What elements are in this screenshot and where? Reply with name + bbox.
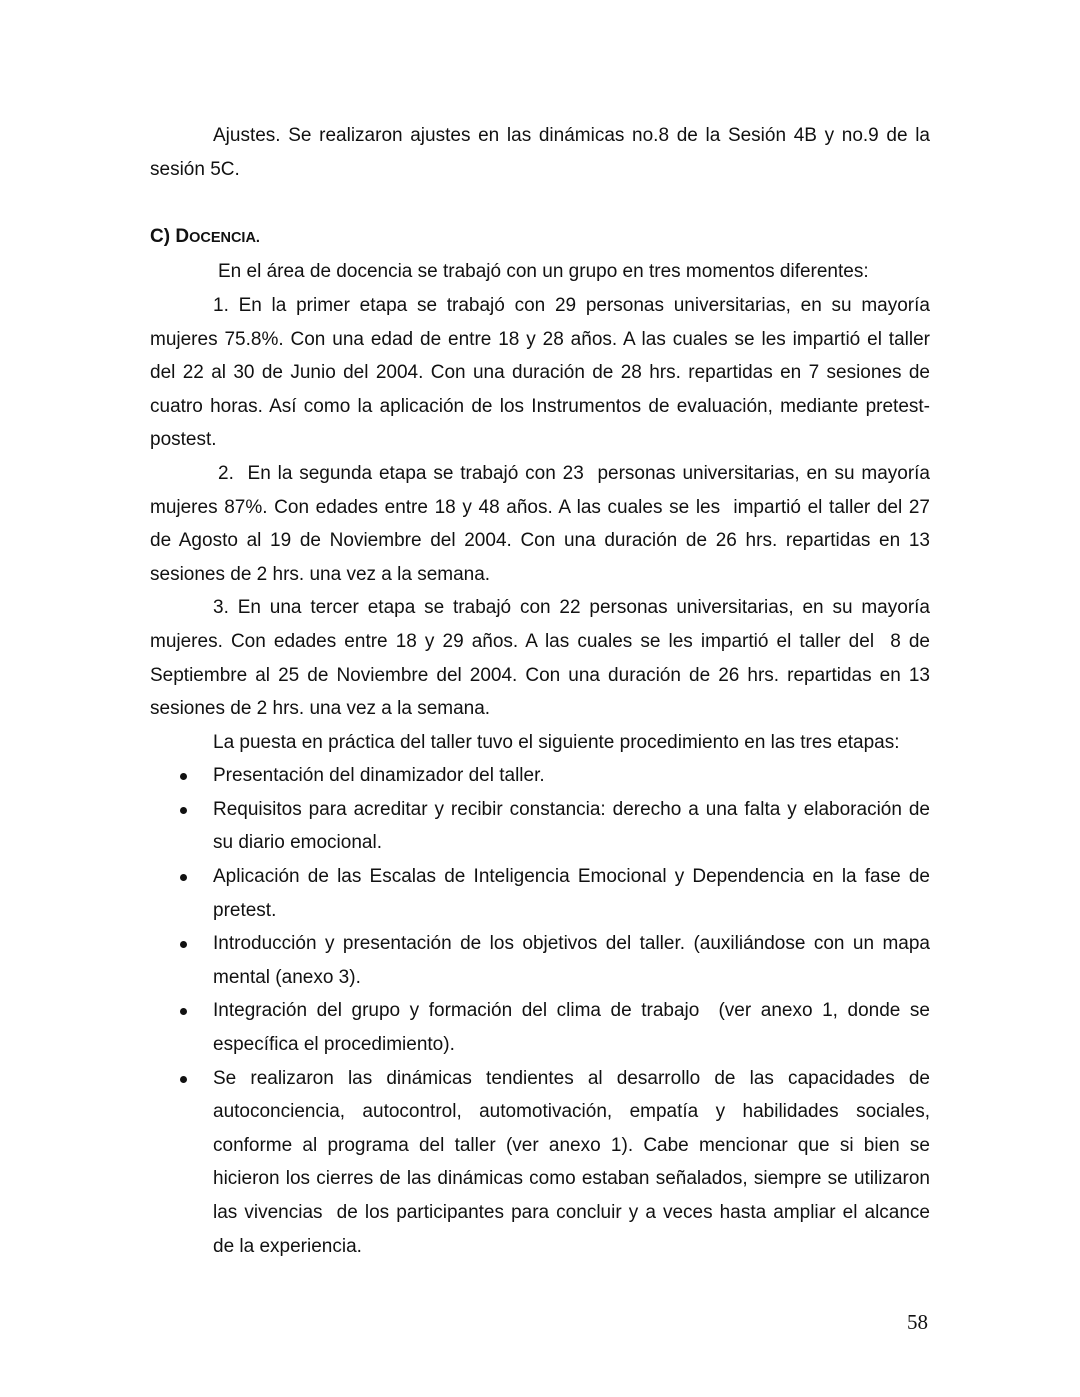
section-heading-smallcaps: OCENCIA. xyxy=(189,229,260,246)
procedure-list xyxy=(150,759,936,1263)
procedure-intro: La puesta en práctica del taller tuvo el siguiente procedimiento en las tres etapas: xyxy=(213,731,900,753)
list-item xyxy=(150,1062,936,1264)
list-item xyxy=(150,759,930,793)
bullet-icon xyxy=(180,773,187,780)
list-item-text: Aplicación de las Escalas de Inteligencia Emocional y Dependencia en la fase de pretest. xyxy=(213,866,930,921)
list-item xyxy=(150,994,936,1061)
spacer xyxy=(150,186,930,220)
bullet-icon xyxy=(180,874,187,881)
list-item-text: Presentación del dinamizador del taller. xyxy=(213,765,545,787)
page-number: 58 xyxy=(907,1310,928,1334)
section-heading xyxy=(150,220,930,256)
document-page xyxy=(150,119,936,1263)
bullet-icon xyxy=(180,941,187,948)
intro-paragraph: Ajustes. Se realizaron ajustes en las dinámicas no.8 de la Sesión 4B y no.9 de la sesión 5C. xyxy=(150,125,930,180)
list-item-text: Requisitos para acreditar y recibir constancia: derecho a una falta y elaboración de su diario emocional. xyxy=(213,798,930,854)
list-item xyxy=(150,860,930,927)
section-intro: En el área de docencia se trabajó con un grupo en tres momentos diferentes: xyxy=(218,261,869,283)
stage-paragraph-2: 2. En la segunda etapa se trabajó con 23 personas universitarias, en su mayoría mujeres 87%. Con edades entre 18 y 48 años. A las cuales se les impartió el taller del 27 de Agosto al 19 de Noviembre del 2004. Con una duración de 26 hrs. repartidas en 13 sesiones de 2 hrs. una vez a la semana. xyxy=(150,462,936,585)
bullet-icon xyxy=(180,1076,187,1083)
list-item-text: Introducción y presentación de los objetivos del taller. (auxiliándose con un mapa mental (anexo 3). xyxy=(213,933,930,988)
list-item-text: Se realizaron las dinámicas tendientes al desarrollo de las capacidades de autoconciencia, autocontrol, automotivación, empatía y habilidades sociales, conforme al programa del taller (ver anexo 1). Cabe mencionar que si bien se hicieron los cierres de las dinámicas como estaban señalados, siempre se utilizaron las vivencias de los participantes para concluir y a veces hasta ampliar el alcance de la experiencia. xyxy=(213,1067,936,1257)
list-item xyxy=(150,793,930,860)
list-item xyxy=(150,927,930,994)
section-heading-prefix: C) D xyxy=(150,225,190,247)
bullet-icon xyxy=(180,1008,187,1015)
stage-paragraph-1: 1. En la primer etapa se trabajó con 29 personas universitarias, en su mayoría mujeres 75.8%. Con una edad de entre 18 y 28 años. A las cuales se les impartió el taller del 22 al 30 de Junio del 2004. Con una duración de 28 hrs. repartidas en 7 sesiones de cuatro horas. Así como la aplicación de los Instrumentos de evaluación, mediante pretest-postest. xyxy=(150,294,930,451)
bullet-icon xyxy=(180,807,187,814)
list-item-text: Integración del grupo y formación del clima de trabajo (ver anexo 1, donde se específica el procedimiento). xyxy=(213,1000,936,1056)
stage-paragraph-3: 3. En una tercer etapa se trabajó con 22 personas universitarias, en su mayoría mujeres. Con edades entre 18 y 29 años. A las cuales se les impartió el taller del 8 de Septiembre al 25 de Noviembre del 2004. Con una duración de 26 hrs. repartidas en 13 sesiones de 2 hrs. una vez a la semana. xyxy=(150,597,936,720)
